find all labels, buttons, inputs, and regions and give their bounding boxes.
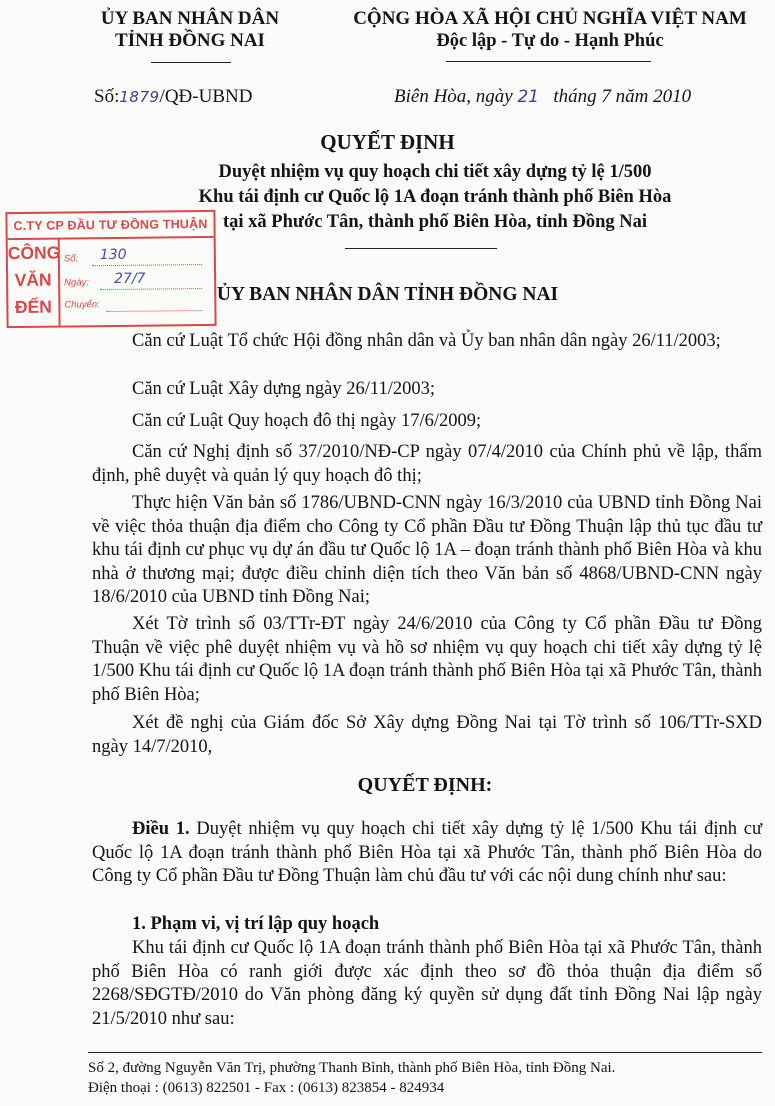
preamble-item: Căn cứ Luật Quy hoạch đô thị ngày 17/6/2009; <box>132 411 482 431</box>
stamp-line-so <box>92 264 202 266</box>
title-underline <box>345 248 497 249</box>
section-1-number: 1. <box>132 914 146 934</box>
doc-no-handwritten: 1879 <box>119 88 160 106</box>
preamble-item: Thực hiện Văn bản số 1786/UBND-CNN ngày 16/3/2010 của UBND tỉnh Đồng Nai về việc thỏa thuận địa điểm cho Công ty Cổ phần Đầu tư Đồng Thuận lập thủ tục đầu tư khu tái định cư phục vụ dự án đầu tư Quốc lộ 1A – đoạn tránh thành phố Biên Hòa và khu nhà ở thương mại; được điều chỉnh diện tích theo Văn bản số 4868/UBND-CNN ngày 18/6/2010 của UBND tỉnh Đồng Nai; <box>92 493 762 607</box>
subtitle-line-3: tại xã Phước Tân, thành phố Biên Hòa, tỉnh Đồng Nai <box>223 212 647 232</box>
stamp-ngay-handwritten: 27/7 <box>114 270 146 287</box>
country-name: CỘNG HÒA XÃ HỘI CHỦ NGHĨA VIỆT NAM <box>353 8 747 29</box>
issuing-agency <box>60 8 320 52</box>
doc-no-suffix: /QĐ-UBND <box>159 86 253 107</box>
incoming-document-stamp <box>5 210 216 328</box>
subtitle-line-2: Khu tái định cư Quốc lộ 1A đoạn tránh thành phố Biên Hòa <box>198 187 672 207</box>
article-1-label: Điều 1. <box>132 819 190 839</box>
stamp-field-so: Số: <box>63 253 79 265</box>
document-title: QUYẾT ĐỊNH <box>320 130 455 154</box>
decision-heading: QUYẾT ĐỊNH: <box>357 774 493 796</box>
stamp-word-1: CÔNG <box>7 242 61 264</box>
footer-address: Số 2, đường Nguyễn Văn Trị, phường Thanh Bình, thành phố Biên Hòa, tỉnh Đồng Nai. <box>88 1060 616 1076</box>
stamp-field-ngay: Ngày: <box>64 277 90 289</box>
motto-underline <box>446 61 651 62</box>
national-header <box>330 8 770 52</box>
stamp-field-chuyen: Chuyển: <box>64 299 100 311</box>
agency-underline <box>151 62 231 63</box>
stamp-word-2: VĂN <box>14 269 52 291</box>
place-month-year: tháng 7 năm 2010 <box>553 86 692 107</box>
article-1-text: Duyệt nhiệm vụ quy hoạch chi tiết xây dựng tỷ lệ 1/500 Khu tái định cư Quốc lộ 1A đoạn tránh thành phố Biên Hòa tại xã Phước Tân, thành phố Biên Hòa do Công ty Cổ phần Đầu tư Đồng Thuận làm chủ đầu tư với các nội dung chính như sau: <box>92 819 762 886</box>
day-handwritten: 21 <box>517 87 540 107</box>
preamble-item: Xét Tờ trình số 03/TTr-ĐT ngày 24/6/2010 của Công ty Cổ phần Đầu tư Đồng Thuận về việc phê duyệt nhiệm vụ và hồ sơ nhiệm vụ quy hoạch chi tiết xây dựng tỷ lệ 1/500 Khu tái định cư Quốc lộ 1A đoạn tránh thành phố Biên Hòa tại xã Phước Tân, thành phố Biên Hòa; <box>92 614 762 705</box>
section-1-heading <box>132 914 379 935</box>
footer <box>88 1058 768 1098</box>
document-number <box>94 86 252 108</box>
stamp-label <box>8 240 61 327</box>
stamp-so-handwritten: 130 <box>99 246 127 264</box>
agency-province: TỈNH ĐỒNG NAI <box>115 30 265 51</box>
stamp-word-3: ĐẾN <box>14 296 52 318</box>
footer-phone: Điện thoại : (0613) 822501 - Fax : (0613) 823854 - 824934 <box>88 1080 445 1096</box>
section-1-text: Khu tái định cư Quốc lộ 1A đoạn tránh thành phố Biên Hòa tại xã Phước Tân, thành phố Biên Hòa có ranh giới được xác định theo sơ đồ thỏa thuận địa điểm số 2268/SĐGTĐ/2010 do Văn phòng đăng ký quyền sử dụng đất tỉnh Đồng Nai lập ngày 21/5/2010 như sau: <box>92 938 762 1029</box>
stamp-line-chuyen <box>106 310 202 312</box>
issuing-authority: ỦY BAN NHÂN DÂN TỈNH ĐỒNG NAI <box>216 284 559 305</box>
doc-no-prefix: Số: <box>94 86 120 107</box>
footer-rule <box>88 1052 762 1053</box>
subtitle-line-1: Duyệt nhiệm vụ quy hoạch chi tiết xây dựng tỷ lệ 1/500 <box>218 162 652 182</box>
national-motto: Độc lập - Tự do - Hạnh Phúc <box>436 31 664 51</box>
section-1-title: Phạm vi, vị trí lập quy hoạch <box>150 914 380 934</box>
article-1 <box>92 818 762 889</box>
document-subtitle <box>150 160 720 235</box>
agency-name: ỦY BAN NHÂN DÂN <box>100 8 280 29</box>
preamble-item: Xét đề nghị của Giám đốc Sở Xây dựng Đồng Nai tại Tờ trình số 106/TTr-SXD ngày 14/7/2010, <box>92 713 762 757</box>
preamble-item: Căn cứ Luật Tổ chức Hội đồng nhân dân và Ủy ban nhân dân ngày 26/11/2003; <box>132 331 721 351</box>
place-date <box>394 86 691 108</box>
preamble-item: Căn cứ Luật Xây dựng ngày 26/11/2003; <box>132 379 435 399</box>
place-prefix: Biên Hòa, ngày <box>394 86 513 107</box>
preamble-item: Căn cứ Nghị định số 37/2010/NĐ-CP ngày 07/4/2010 của Chính phủ về lập, thẩm định, phê duyệt và quản lý quy hoạch đô thị; <box>92 442 762 486</box>
stamp-company: C.TY CP ĐẦU TƯ ĐỒNG THUẬN <box>7 212 213 240</box>
